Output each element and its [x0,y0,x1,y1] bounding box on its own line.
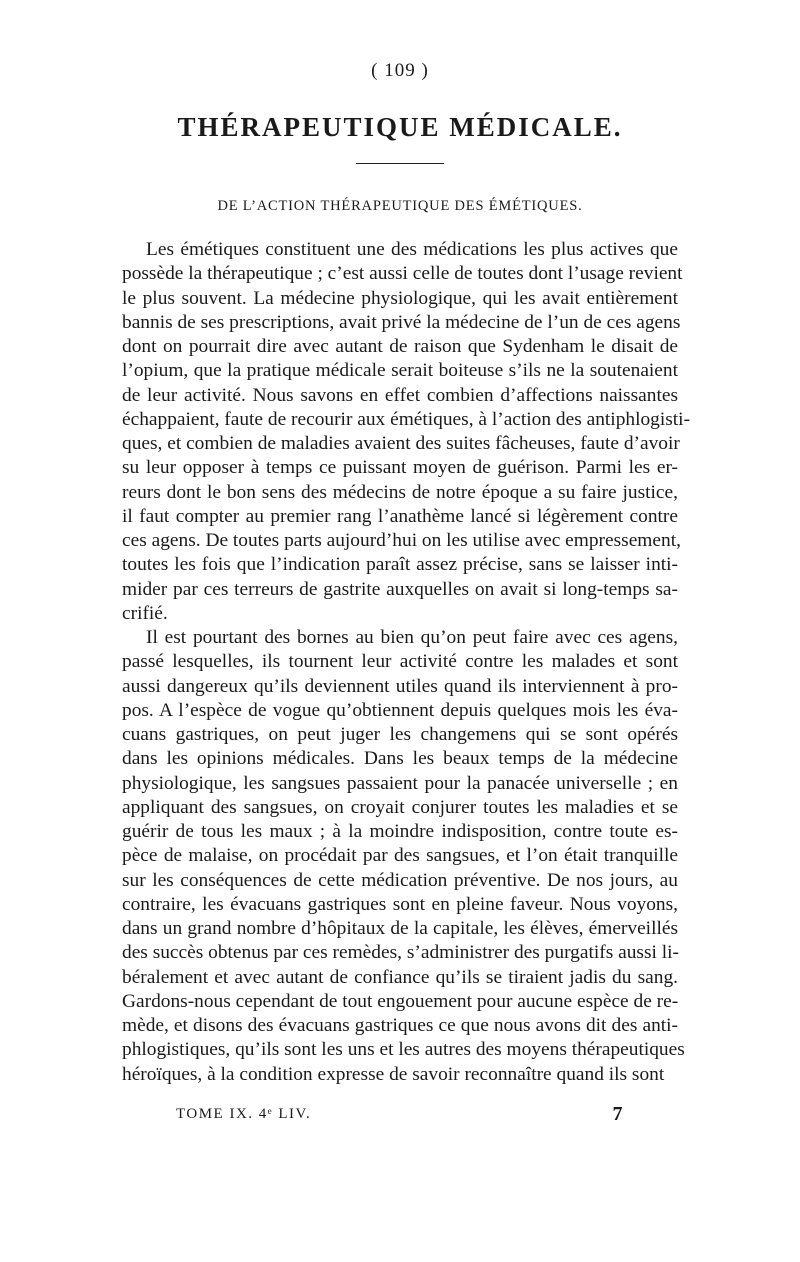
text-line: aussi dangereux qu’ils deviennent utiles quand ils interviennent à pro- [122,675,678,697]
text-line: bannis de ses prescriptions, avait privé la médecine de l’un de ces agens [122,311,681,333]
text-line: sur les conséquences de cette médication préventive. De nos jours, au [122,869,678,891]
text-line: dans un grand nombre d’hôpitaux de la capitale, les élèves, émerveillés [122,918,678,939]
text-line: de leur activité. Nous savons en effet combien d’affections naissantes [122,384,678,406]
text-line: cuans gastriques, on peut juger les changemens qui se sont opérés [122,724,678,745]
text-line: phlogistiques, qu’ils sont les uns et les autres des moyens thérapeutiques [122,1039,685,1061]
text-line: des succès obtenus par ces remèdes, s’administrer des purgatifs aussi li- [122,942,679,964]
paragraph [122,626,685,1087]
text-line: su leur opposer à temps ce puissant moyen de guérison. Parmi les er- [122,457,678,479]
text-line: il faut compter au premier rang l’anathème lancé si légèrement contre [122,505,678,527]
text-line: héroïques, à la condition expresse de savoir reconnaître quand ils sont [122,1063,665,1085]
text-line: possède la thérapeutique ; c’est aussi celle de toutes dont l’usage revient [122,263,683,285]
paragraph [122,238,691,626]
text-line: physiologique, les sangsues passaient pour la panacée universelle ; en [122,772,678,794]
title-divider [356,163,444,164]
text-line: béralement et avec autant de confiance qu’ils se tiraient jadis du sang. [122,966,678,988]
text-line: Les émétiques constituent une des médications les plus actives que [146,239,678,260]
text-line: l’opium, que la pratique médicale serait boiteuse s’ils ne la soutenaient [122,360,678,382]
folio-number: 7 [612,1103,624,1125]
text-line: guérir de tous les maux ; à la moindre indisposition, contre toute es- [122,821,678,842]
text-line: le plus souvent. La médecine physiologique, qui les avait entièrement [122,287,678,309]
text-line: dont on pourrait dire avec autant de raison que Sydenham le disait de [122,336,678,357]
page-number: ( 109 ) [371,60,429,81]
signature-mark: TOME IX. 4ᵉ LIV. [176,1106,312,1122]
text-line: mède, et disons des évacuans gastriques ce que nous avons dit des anti- [122,1015,678,1036]
section-title: DE L’ACTION THÉRAPEUTIQUE DES ÉMÉTIQUES. [217,198,583,214]
text-line: dans les opinions médicales. Dans les beaux temps de la médecine [122,748,678,770]
text-line: reurs dont le bon sens des médecins de notre époque a su faire justice, [122,481,678,503]
text-line: Il est pourtant des bornes au bien qu’on peut faire avec ces agens, [146,627,678,648]
text-line: appliquant des sangsues, on croyait conjurer toutes les maladies et se [122,796,678,818]
text-line: pos. A l’espèce de vogue qu’obtiennent depuis quelques mois les éva- [122,699,678,721]
body-text [122,238,691,1087]
page-title: THÉRAPEUTIQUE MÉDICALE. [177,112,623,142]
text-line: ques, et combien de maladies avaient des suites fâcheuses, faute d’avoir [122,433,680,454]
text-line: passé lesquelles, ils tournent leur activité contre les malades et sont [122,651,678,673]
text-line: échappaient, faute de recourir aux émétiques, à l’action des antiphlogisti- [122,408,691,430]
text-line: ces agens. De toutes parts aujourd’hui on les utilise avec empressement, [122,530,681,551]
text-line: contraire, les évacuans gastriques sont en pleine faveur. Nous voyons, [122,893,678,915]
text-line: Gardons-nous cependant de tout engouement pour aucune espèce de re- [122,990,679,1012]
text-line: pèce de malaise, on procédait par des sangsues, et l’on était tranquille [122,845,678,867]
text-line: mider par ces terreurs de gastrite auxquelles on avait si long-temps sa- [122,578,678,600]
text-line: toutes les fois que l’indication paraît assez précise, sans se laisser inti- [122,554,678,576]
text-line: crifié. [122,602,168,624]
